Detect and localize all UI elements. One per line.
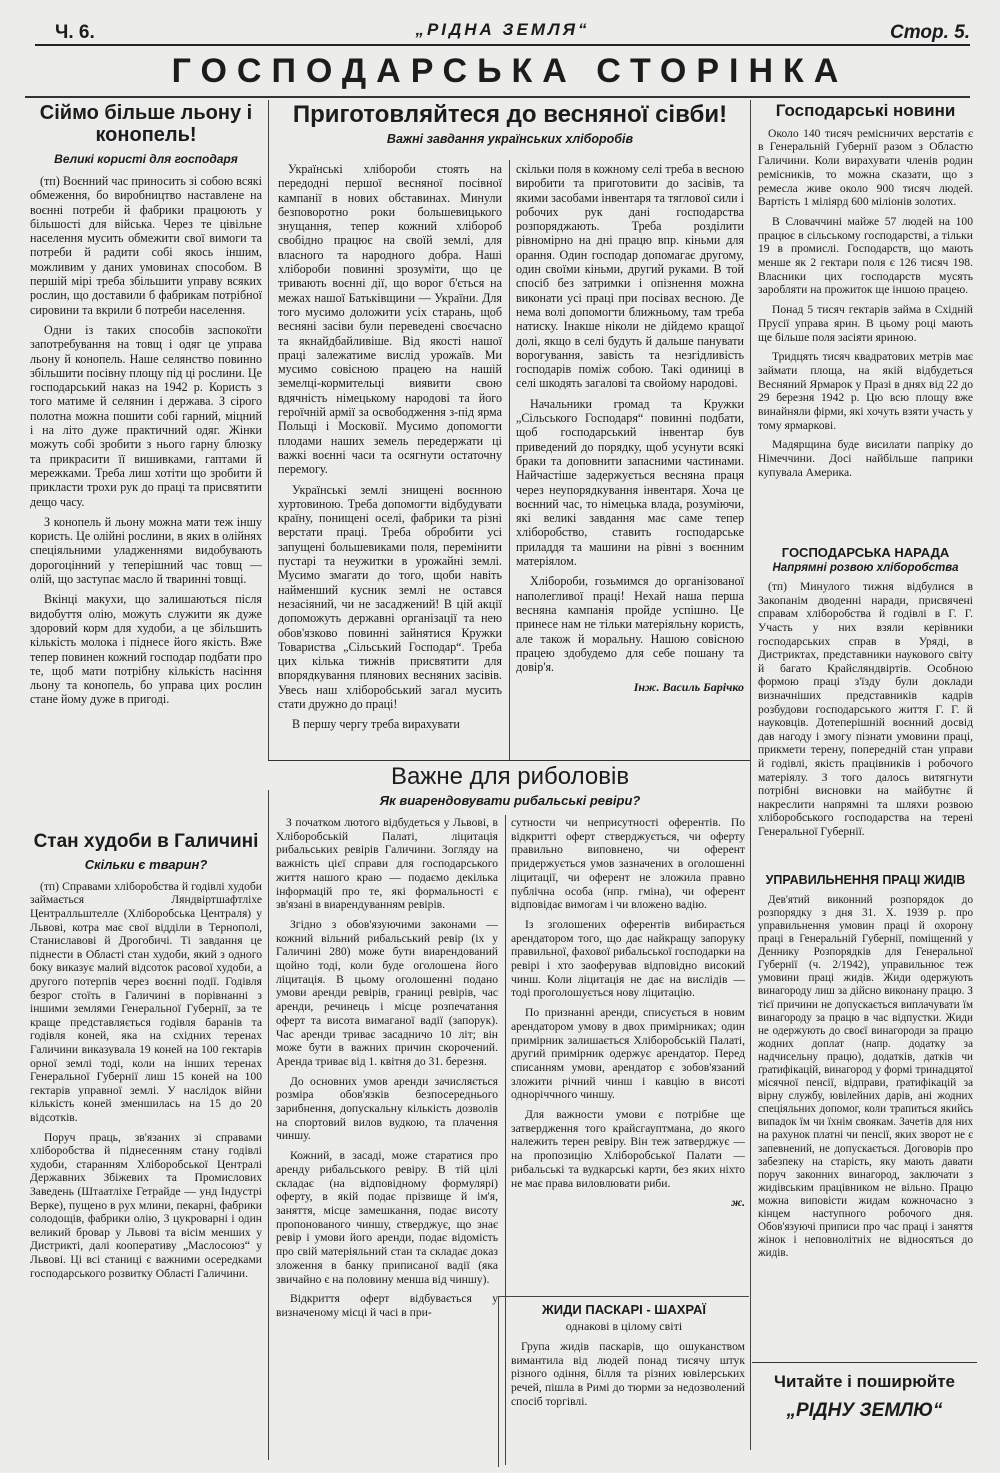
paragraph: Із зголошених оферентів вибирається арендатором того, що дає найкращу запоруку правильної, фахової рибальської господарки на ревірі і хто заоферував відповідно високий чинш. Коли ліцитація не дає на вислідів — тоді проголошується нову ліцитацію. <box>511 917 745 1000</box>
paragraph: В Словаччині майже 57 людей на 100 працює в сільському господарстві, а тільки 19 в промислі. Господарств, що мають менше як 2 гектари поля є 126 тисяч 198. Власники цих господарств мусять заробляти на прожиток ще іншою працею. <box>758 214 973 297</box>
paragraph: Дев'ятий виконний розпорядок до розпорядку з дня 31. X. 1939 р. про управильнення умовин праці й охорону праці в Генеральній Губернії, поміщений у Деннику Розпорядків для Генеральної Губернії (ч. 2/1942), управильнює теж умовини праці жидів. Жиди одержують винагороду лиш за дійсно виконану працю. З тієї причини не допускається виплачувати їм винагороду за працю в час відпустки. Жиди не одержують до своєї винагороди за працю жодних доплат (напр. додатку за надчисельну працю), додатків, датків чи ґратифікацій, винагород у формі тринадцятої місячної пенсії, відправи, ґратифікацій за вірну службу, ювілейних дарів, ані жодних спеціяльних допомог, коли трапиться якийсь випадок їм чи їхнім своякам. Зачетів для них на рахунок платні чи пенсії, яких зворот не є запевнений, не допускається. Договорів про забезпеку на старість, яку мають давати поруч законних винагород, заключати з жидівським працівником не вільно. Працю можна виповісти жидам кожночасно з кінцем наступного робочого дня. Обов'язуючі приписи про час праці і заняття жінок і неповнолітніх не відносяться до жидів. <box>758 893 973 1260</box>
article-sowing-subtitle: Важні завдання українських хліборобів <box>386 132 634 147</box>
promo-line-1: Читайте і поширюйте <box>774 1372 955 1391</box>
article-flax-body <box>30 174 262 713</box>
paragraph: В першу чергу треба вирахувати <box>292 717 460 732</box>
article-flax <box>30 102 262 713</box>
article-fishing-col1 <box>276 816 498 1466</box>
article-fishing-col2 <box>511 816 745 1294</box>
paragraph: Українські землі знищені воєнною хуртовиною. Треба допомогти відбудувати країну, понищені оселі, фабрики та різні верстати праці. Треба обробити усі запущені большевиками поля, перемінити пустарі та неужитки в урожайні землі. Мусимо змагати до того, щоби навіть найменший кусник землі не остався незасіяний, чи не засаджений! В цій акції допоможуть державні організації та нею обов'язково повинні зайнятися Кружки Товариства „Сільський Господар“. Треба цих кілька тижнів присвятити для впорядкування плянових весняних засівів. Увесь наш хліборобський загал мусить стати дружно до праці! <box>278 482 502 711</box>
article-sowing-col2 <box>516 162 744 752</box>
article-flax-subtitle: Великі користі для господаря <box>54 152 238 166</box>
paragraph: Група жидів паскарів, що ошуканством вимантила від людей понад тисячу штук різного одіння, білля та різних ювілерських речей, пішла в Римі до тюрми за недозволений спосіб торгівлі. <box>511 1340 745 1408</box>
column-rule-sowing <box>509 160 510 760</box>
paragraph: Мадярщина буде висилати папріку до Німеччини. Досі найбільше паприки купувала Америка. <box>758 438 973 479</box>
article-fishing-title: Важне для риболовів <box>390 763 630 790</box>
article-cattle <box>30 832 262 1286</box>
cta-rule <box>752 1362 977 1363</box>
article-labour <box>758 874 973 1364</box>
paragraph: (тп) Воєнний час приносить зі собою всякі обмеження, бо виробництво наставлене на воєнні потреби й фабрики працюють у більшості для війська. Через те цівільне населення мусить обмежити свої вимоги та потреби й радити собі якось іншим, можливим у даних умовинах способом. В першій мірі треба збільшити управу всяких рослин, що доставили б фабрикам потрібної сировини та вкрили б потреби населення. <box>30 174 262 317</box>
paragraph: Вкінці макухи, що залишаються після видобуття олію, можуть служити як дуже здоровий корм для худоби, а це збільшить кількість молока і піднесе його якість. Вже тепер повинен кожний господар подбати про те, щоб мати потрібну кількість насіння льону та конопель, бо управа цих рослин стане йому дуже в пригоді. <box>30 592 262 707</box>
article-news <box>758 102 973 486</box>
paper-name: „РІДНА ЗЕМЛЯ“ <box>415 20 590 39</box>
paragraph: сутности чи неприсутності оферентів. По відкритті оферт стверджується, чи оферту правильно виповнено, чи оферент придержується умов зазначених в оголошенні ліцитації, чи оферент не зложила правно публічна особа (нпр. гміна), чи оферент відповідає вимогам і чи вложено вадію. <box>511 816 745 912</box>
article-sowing-signature: Інж. Василь Барічко <box>633 680 744 695</box>
paragraph: Хлібороби, гозьмимся до організованої наполегливої праці! Нехай наша перша весняна кампанія пройде успішно. Це принесе нам не тільки матеріяльну користь, але також й моральну. Нашою совісною працею здобудемо для себе пошану та довір'я. <box>516 574 744 675</box>
article-news-title: Господарські новини <box>775 101 956 120</box>
column-rule-2 <box>750 100 751 1450</box>
promo-box <box>752 1372 977 1422</box>
paragraph: (тп) Справами хліборобства й годівлі худоби займається Ляндвіртшафтліхе Централльштелле (Хліборобська Централя) у Львові, котра має свої відділи в Тернополі, Станиславові й Дрогобичі. Ті завдання це піднести в Області стан худоби, який з одного боку виказує малий відсоток расової худоби, а другого потерпів через воєнні події. Годівля безрог стоїть в Галичині в порівнанні з іншими землями Генеральної Губернії, за те краще представляється годівля баранів та годівля коней, яка на східних теренах Галичини виказувала 19 коней на 100 гектарів орної землі тоді, коли на інших теренах Генеральної Губернії лиш 15 коней на 100 гектарів управної землі. У наслідок війни кількість коней зменшилась на 15 до 20 відсотків. <box>30 879 262 1124</box>
paragraph: Кожний, в засаді, може старатися про аренду рибальського ревіру. В тій цілі складає (на відповідному формулярі) оферту, в якій подає прізвище й ім'я, заняття, місце замешкання, подає висоту пропонованого чиншу, стверджує, що знає ревір і умови його аренди, подає відомість про свій матеріяльний стан та складає доказ зложення в банку приписаної вадії (яка звичайно є на половину менша від чиншу). <box>276 1149 498 1286</box>
paragraph: Начальники громад та Кружки „Сільського Господаря“ повинні подбати, щоб господарський інвентар був приведений до порядку, щоб усунути всякі браки та доповнити запасними частинами. Найчастіше задержується весняна праця через неупорядкування інвентаря. Хоча це воєнний час, то німецька влада, розуміючи, які великі завдання має саме тепер хліборобство, ставить господарське приладдя та машини на рівні з воєнним матеріялом. <box>516 396 744 569</box>
article-fishing-signature: ж. <box>731 1196 745 1210</box>
article-cattle-body <box>30 880 262 1286</box>
paragraph: З початком лютого відбудеться у Львові, в Хліборобській Палаті, ліцитація рибальських ревірів Галичини. Зогляду на важність цієї справи для господарського життя нашого краю — подаємо декілька інформацій про те, які формальності є зв'язані в виарендуванням ревірів. <box>276 816 498 912</box>
issue-number: Ч. 6. <box>55 22 95 43</box>
article-news-body <box>758 127 973 486</box>
column-rule-1 <box>268 100 269 760</box>
section-rule <box>268 760 750 761</box>
article-labour-title: УПРАВИЛЬНЕННЯ ПРАЦІ ЖИДІВ <box>765 873 966 887</box>
article-jews-title: ЖИДИ ПАСКАРІ - ШАХРАЇ <box>542 1302 706 1317</box>
article-cattle-subtitle: Скільки є тварин? <box>84 856 208 872</box>
article-sowing-col1 <box>278 162 502 760</box>
paragraph: Для важности умови є потрібне ще затвердження того крайсгауптмана, до якого належить терен ревіру. Він теж затверджує — на пропозицію Хліборобської Палати — рибальські та вудкарські карти, без яких ніхто не має права виловлювати риби. <box>511 1108 745 1190</box>
article-meeting <box>758 546 973 845</box>
article-jews-subtitle: однакові в цілому світі <box>565 1319 683 1334</box>
paragraph: Понад 5 тисяч гектарів займа в Східній Прусії управа ярин. В цьому році мають ще більше поля засіяти яриною. <box>758 303 973 344</box>
paragraph: скільки поля в кожному селі треба в весною виробити та приготовити до засівів, та якими засобами інвентаря та тяглової сили і робочих рук дані господарства розпоряджають. Треба розділити рівномірно на дні працю впр. кіньми для орання. Один господар допомагає другому, один своїми кіньми, другий руками. В той спосіб без затримки і опізнення можна виконати усі праці при посівах весною. Де нема волі допомогти ближньому, там треба натиску. Інакше ніколи не дійдемо кращої долі, якщо в селі будуть й дальше панувати ворогування, завість та незгідливість господарів поміж собою. Такі одиниці в селі шкодять загалові та свойому народові. <box>516 162 744 391</box>
paragraph: Згідно з обов'язуючими законами — кожний вільний рибальський ревір (іх у Галичині 280) може бути виарендований щойно тоді, коли буде оголошена його ліцитація. В цьому оголошенні подано умови аренди ревірів, границі ревірів, час аренди, речинець і місце розпечатання оферт та висота вимаганої вадії (запорук). Час аренди триває засадничо 10 літ; він може бути в важних причин скорочений. Аренда триває від 1. квітня до 31. березня. <box>276 917 498 1068</box>
paragraph: Тридцять тисяч квадратових метрів має займати площа, на якій відбудеться Весняний Ярмарок у Празі в днях від 22 до 29 березня 1942 р. Цю всю площу вже винайняли фірми, які хочуть взяти участь у тому ярмаркові. <box>758 350 973 432</box>
paragraph: Українські хлібороби стоять на передодні першої весняної посівної кампанії в нових обставинах. Минули безповоротно роки большевицького знущання, тепер кожний хлібороб свобідно працює на своїй землі, для власного та народного добра. Наші хлібороби повинні зрозуміти, що це тривають воєнні дії, що ворог б'ється на межах нашої Батьківщини — України. Для того мусимо доложити усіх старань, щоб весняні засіви були переведені своєчасно та якнайдбайливіше. Від якості нашої праці залежатиме вислід урожаїв. Ми мусимо совісною працею на нашій земелці-кормительці виявити свою вдячність німецькому народові та його героїчній армії за освободження з-під ярма Польщі і Московії. Мусимо допомогти плодами наших земель передержати ці важкі воєнні часи та осягнути остаточну перемогу. <box>278 162 502 477</box>
promo-line-2: „РІДНУ ЗЕМЛЮ“ <box>786 1400 943 1421</box>
paragraph: До основних умов аренди зачисляється розміра обов'язків безпосереднього зарибнення, допускальну кількість дозволів на спортовий вилов вудкою, та плачення чиншу. <box>276 1074 498 1143</box>
article-cattle-title: Стан худоби в Галичині <box>33 831 259 852</box>
paragraph: З конопель й льону можна мати теж іншу користь. Це олійні рослини, в яких в олійнях спеціяльними уладженнями видобувають дорогоцінний у теперішний час товщ — олій, що заступає масло й тваринні товщі. <box>30 514 262 587</box>
paragraph: Відкриття оферт відбувається у визначеному місці й часі в при- <box>276 1292 498 1319</box>
page-number: Стор. 5. <box>890 22 970 43</box>
article-flax-title: Сіймо більше льону і конопель! <box>39 102 253 146</box>
page-header <box>35 18 970 46</box>
article-sowing <box>275 102 745 154</box>
article-fishing <box>275 764 745 814</box>
article-fishing-subtitle: Як виарендовувати рибальські ревіри? <box>379 793 641 809</box>
article-jews <box>498 1296 749 1467</box>
paragraph: Поруч праць, зв'язаних зі справами хліборобства й піднесенням стану годівлі худоби, старанням Хліборобської Централі Державних Збіжевих та Промислових Заведень (Штаатліхе Гетрайде — унд Індустрі Верке), пущено в рух млини, пекарні, фабрики солодощів, фабрики олію, 3 цукроварні і один великий бровар у Львові та вісім менших у Дистрикті, далі кооперативу „Маслосоюз“ у Львові. Ці всі станиці є важними осередками господарського розвитку Області Галичини. <box>30 1130 262 1280</box>
section-banner: ГОСПОДАРСЬКА СТОРІНКА <box>171 52 849 90</box>
paragraph: По признанні аренди, списується в новим арендатором умову в двох примірниках; один примірник залишається Хліборобській Палаті, другий примірник одержує арендатор. Перед списанням умови, арендатор є зобов'язаний зложити річний чинш і кавцію в висоті одноріччного чиншу. <box>511 1006 745 1102</box>
paragraph: Около 140 тисяч ремісничих верстатів є в Генеральній Губернії разом з Областю Галичини. Коли вирахувати членів родин ремісників, то можна сказати, що з ремесла живе около 900 тисяч людей. Вартість 1 міліярд 600 міліонів золотих. <box>758 126 973 209</box>
paragraph: Одни із таких способів заспокоїти запотребування на товщ і одяг це управа льону й конопель. Наше селянство повинно збільшити посівну площу під ці рослини. Це господарський наказ на 1942 р. Користь з того матиме й селянин і держава. З сірого полотна можна пошити собі гарний, міцний і на літо дуже практичний одяг. Жінки можуть собі зробити з нього гарну блюзку та прикрасити її вишивками, гаптами й мережками. Треба лиш хотіти що зробити й прикласти трохи рук до праці та присвятити дещо часу. <box>30 322 262 509</box>
article-meeting-body <box>758 580 973 844</box>
article-jews-body <box>499 1340 749 1414</box>
article-sowing-title: Приготовляйтеся до весняної сівби! <box>292 101 728 128</box>
column-rule-3 <box>268 790 269 1460</box>
paragraph: (тп) Минулого тижня відбулися в Закопанім дводенні наради, присвячені справам хліборобства й годівлі в Г. Г. Участь у них взяли керівники господарських справ в Уряді, в Дистриктах, представники наукового світу й багато Крайсляндвіртів. Особною формою праці з'їзду були доклади визначніших представників кадрів розбудови господарського життя Г. Г. й науковців. Дотеперішній воєнний досвід дав нагоду і змогу пізнати умовини праці, прикмети терену, попередній стан управи й годівлі, якість працівників і робочого матеріялу. З того далось витягнути потрібні висновки на майбутнє й накреслити напрямні та шляхи розвою хліборобського господарства на терені Генеральної Губернії. <box>758 580 973 838</box>
article-meeting-subtitle: Напрямні розвою хліборобства <box>772 562 959 575</box>
banner-rule <box>25 96 970 98</box>
article-labour-body <box>758 894 973 1364</box>
article-meeting-title: ГОСПОДАРСЬКА НАРАДА <box>781 545 950 560</box>
